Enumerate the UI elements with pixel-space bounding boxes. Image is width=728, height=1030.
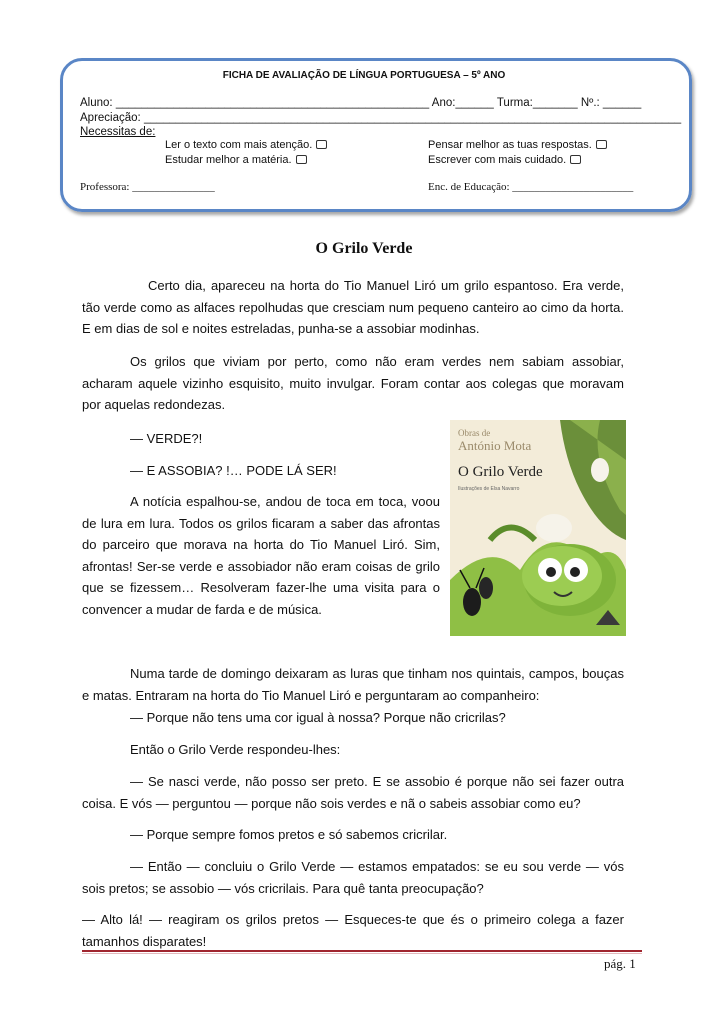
numero-field[interactable]: ______ xyxy=(602,97,642,109)
necessitas-label: Necessitas de: xyxy=(80,126,156,138)
page-number: pág. 1 xyxy=(604,956,636,971)
paragraph-text: — Alto lá! — reagiram os grilos pretos — Esqueces-te que és o primeiro colega a fazer tamanhos disparates! xyxy=(82,912,624,949)
professora-label: Professora: xyxy=(80,181,130,193)
cover-illustrator: Ilustrações de Elsa Navarro xyxy=(458,486,520,492)
option-escrever-label: Escrever com mais cuidado. xyxy=(428,154,567,166)
numero-label: Nº.: xyxy=(580,97,600,109)
professora-row xyxy=(80,181,215,193)
paragraph-text: — Então — concluiu o Grilo Verde — estamos empatados: se eu sou verde — vós sois pretos; se assobio — vós cricrilais. Para quê tanta preocupação? xyxy=(82,859,624,896)
option-escrever xyxy=(428,154,581,166)
student-row xyxy=(80,97,641,109)
cover-title: O Grilo Verde xyxy=(458,464,543,480)
apreciacao-field[interactable]: ____________________________________________________________________________________ xyxy=(143,112,682,124)
option-estudar xyxy=(165,154,307,166)
enc-educacao-field[interactable]: ______________________ xyxy=(512,181,634,193)
aluno-label: Aluno: xyxy=(80,97,113,109)
story-paragraph-4 xyxy=(82,460,440,482)
cover-series: Obras de xyxy=(458,428,491,438)
apreciacao-label: Apreciação: xyxy=(80,112,141,124)
story-paragraph-9 xyxy=(82,771,624,814)
story-paragraph-6 xyxy=(82,663,624,706)
option-ler xyxy=(165,139,327,151)
paragraph-text: — E ASSOBIA? !… PODE LÁ SER! xyxy=(130,463,337,478)
paragraph-text: Então o Grilo Verde respondeu-lhes: xyxy=(130,742,341,757)
story-paragraph-3 xyxy=(82,428,440,450)
paragraph-text: A notícia espalhou-se, andou de toca em toca, voou de lura em lura. Todos os grilos ficaram a saber das afrontas do parceiro que morava na horta do Tio Manuel Liró. Sim, afrontas! Ser-se verde e assobiador não eram coisas de grilo que se fizessem… Resolveram fazer-lhe uma visita para o convencer a mudar de farda e de música. xyxy=(82,494,440,617)
footer-rule xyxy=(82,950,642,952)
story-paragraph-8 xyxy=(82,739,624,761)
ano-label: Ano: xyxy=(431,97,456,109)
aluno-field[interactable]: _________________________________________________ xyxy=(115,97,430,109)
story-paragraph-7 xyxy=(82,707,624,729)
story-paragraph-1 xyxy=(82,275,624,340)
checkbox-ler[interactable] xyxy=(316,140,327,149)
checkbox-estudar[interactable] xyxy=(296,155,307,164)
story-paragraph-2 xyxy=(82,351,624,416)
option-estudar-label: Estudar melhor a matéria. xyxy=(165,154,292,166)
paragraph-text: Numa tarde de domingo deixaram as luras que tinham nos quintais, campos, bouças e matas. Entraram na horta do Tio Manuel Liró e perguntaram ao companheiro: xyxy=(82,666,624,703)
paragraph-text: — Se nasci verde, não posso ser preto. E se assobio é porque não sei fazer outra coisa. E vós — perguntou — porque não sois verdes e nã o sabeis assobiar como eu? xyxy=(82,774,624,811)
story-paragraph-11 xyxy=(82,856,624,899)
checkbox-pensar[interactable] xyxy=(596,140,607,149)
enc-educacao-label: Enc. de Educação: xyxy=(428,181,510,193)
paragraph-text: — Porque sempre fomos pretos e só sabemos cricrilar. xyxy=(130,827,448,842)
paragraph-text: Certo dia, apareceu na horta do Tio Manuel Liró um grilo espantoso. Era verde, tão verde como as alfaces repolhudas que cresciam num pequeno canteiro ao cimo da horta. E em dias de sol e noites estreladas, punha-se a assobiar modinhas. xyxy=(82,278,624,336)
enc-educacao-row xyxy=(428,181,633,193)
option-pensar-label: Pensar melhor as tuas respostas. xyxy=(428,139,592,151)
story-paragraph-10 xyxy=(82,824,624,846)
apreciacao-row xyxy=(80,112,681,124)
professora-field[interactable]: _______________ xyxy=(132,181,215,193)
story-title: O Grilo Verde xyxy=(315,240,413,257)
ano-field[interactable]: ______ xyxy=(455,97,494,109)
turma-field[interactable]: _______ xyxy=(532,97,578,109)
footer-rule-shadow xyxy=(82,953,642,954)
book-cover-image xyxy=(450,420,626,636)
worksheet-title: FICHA DE AVALIAÇÃO DE LÍNGUA PORTUGUESA – 5º ANO xyxy=(222,70,506,81)
paragraph-text: Os grilos que viviam por perto, como não eram verdes nem sabiam assobiar, acharam aquele vizinho esquisito, muito invulgar. Foram contar aos colegas que moravam por aquelas redondezas. xyxy=(82,354,624,412)
paragraph-text: — Porque não tens uma cor igual à nossa? Porque não cricrilas? xyxy=(130,710,506,725)
cover-author: António Mota xyxy=(458,438,532,453)
story-paragraph-12 xyxy=(82,909,624,952)
turma-label: Turma: xyxy=(496,97,533,109)
option-ler-label: Ler o texto com mais atenção. xyxy=(165,139,313,151)
option-pensar xyxy=(428,139,607,151)
paragraph-text: — VERDE?! xyxy=(130,431,203,446)
checkbox-escrever[interactable] xyxy=(570,155,581,164)
story-paragraph-5 xyxy=(82,491,440,620)
